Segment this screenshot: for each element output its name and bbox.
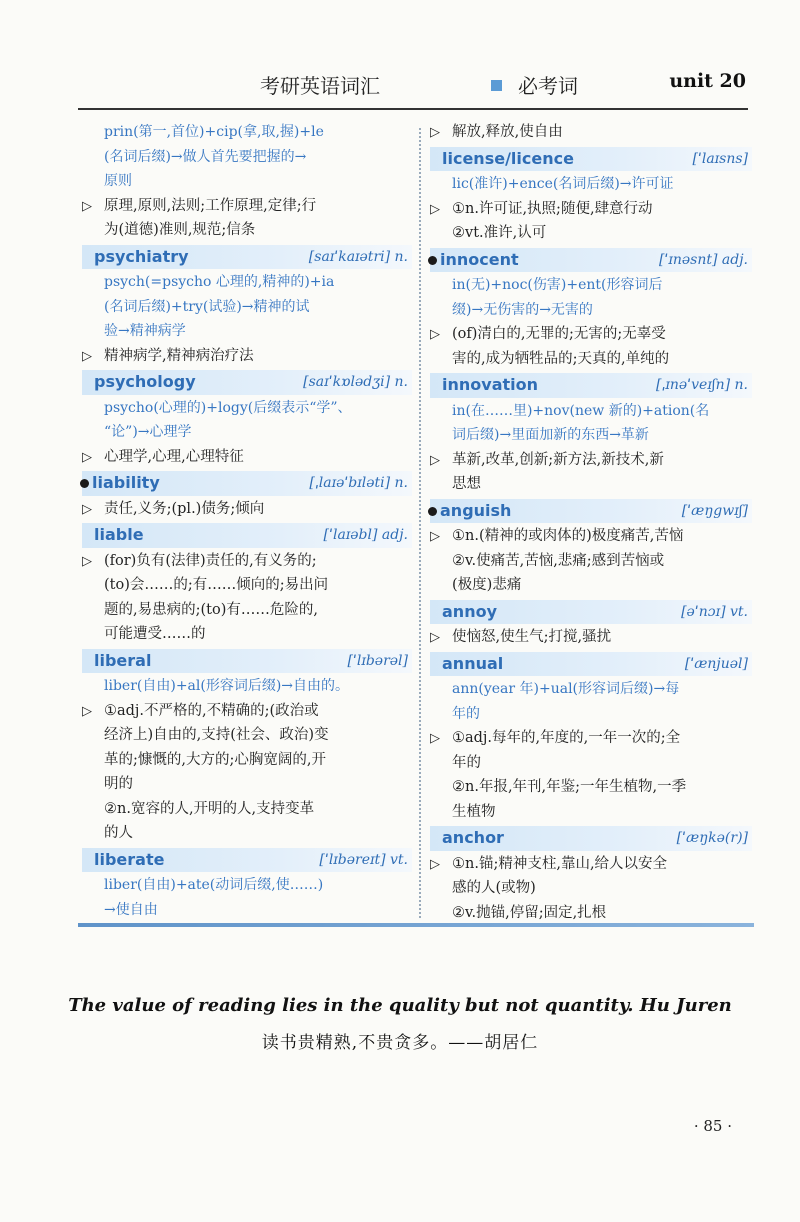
phonetic: [ˈlaɪəbl] adj. [323,527,408,543]
phonetic: [ˈɪnəsnt] adj. [658,251,748,268]
headword-entry [430,499,752,524]
etymology-line: psycho(心理的)+logy(后缀表示“学”、 [104,399,352,416]
definition-text: ①n.(精神的或肉体的)极度痛苦,苦恼 [452,528,684,544]
triangle-bullet-icon: ▷ [82,198,92,214]
etymology-line: 缀)→无伤害的→无害的 [452,301,593,318]
etymology-line: 验→精神病学 [104,323,186,339]
etymology-line: liber(自由)+al(形容词后缀)→自由的。 [104,678,350,694]
definition-text: 责任,义务;(pl.)债务;倾向 [104,500,265,517]
definition-text: 心理学,心理,心理特征 [104,448,244,465]
triangle-bullet-icon: ▷ [82,501,92,517]
definition-line: ②n.年报,年刊,年鉴;一年生植物,一季 [452,779,687,795]
definition-line [430,852,752,877]
phonetic: [ˈæŋgwɪʃ] [681,502,748,519]
etymology-line: in(无)+noc(伤害)+ent(形容词后 [452,277,663,293]
definition-text: 革新,改革,创新;新方法,新技术,新 [452,451,664,468]
phonetic: [ˈlaɪsns] [692,150,748,167]
headword-entry [82,370,412,395]
key-word-dot-icon [428,256,437,265]
headword: annual [442,653,504,673]
phonetic: [ˈænjuəl] [684,655,748,672]
triangle-bullet-icon: ▷ [430,327,440,342]
page-number: · 85 · [693,1117,732,1135]
phonetic: [ˈlɪbərəl] [347,652,408,669]
column-divider [419,128,421,918]
etymology-line: 原则 [104,173,132,189]
key-word-dot-icon [428,507,437,516]
definition-line: 题的,易患病的;(to)有……危险的, [104,601,318,618]
headword-entry [82,245,412,270]
headword-entry [82,471,412,496]
definition-line: 革的;慷慨的,大方的;心胸宽阔的,开 [104,751,326,768]
definition-line [430,120,752,145]
definition-line: 害的,成为牺牲品的;天真的,单纯的 [452,350,670,367]
headword-entry [430,248,752,273]
definition-line: 经济上)自由的,支持(社会、政治)变 [104,727,329,743]
right-column [430,120,752,925]
headword: license/licence [442,148,574,168]
headword-entry [82,523,412,548]
definition-line: (to)会……的;有……倾向的;易出问 [104,577,329,593]
headword-entry [430,147,752,172]
headword: liberal [94,650,152,670]
triangle-bullet-icon: ▷ [82,348,92,364]
etymology-line: →使自由 [104,901,158,918]
headword: psychiatry [94,246,189,266]
definition-line [430,726,752,751]
definition-line: (极度)悲痛 [452,577,522,593]
definition-line [82,549,412,574]
definition-line [430,625,752,650]
etymology-line: lic(准许)+ence(名词后缀)→许可证 [452,176,674,192]
definition-text: (of)清白的,无罪的;无害的;无辜受 [452,326,666,342]
phonetic: [əˈnɔɪ] vt. [681,603,748,620]
definition-text: 使恼怒,使生气;打搅,骚扰 [452,629,612,645]
section-title: 必考词 [518,74,578,98]
definition-line: ②n.宽容的人,开明的人,支持变革 [104,800,315,817]
definition-text: ①adj.不严格的,不精确的;(政治或 [104,702,319,719]
triangle-bullet-icon: ▷ [430,201,440,217]
headword-entry [430,373,752,398]
definition-text: 解放,释放,使自由 [452,124,563,140]
headword-entry [430,600,752,625]
headword: anchor [442,828,504,847]
etymology-line: (名词后缀)+try(试验)→精神的试 [104,298,310,315]
headword: liberate [94,849,165,869]
etymology-line: 年的 [452,705,480,722]
page-header [78,64,748,104]
triangle-bullet-icon: ▷ [430,731,440,746]
definition-line [82,445,412,470]
headword-entry [430,652,752,677]
book-title: 考研英语词汇 [260,74,380,98]
definition-line: ②vt.准许,认可 [452,225,547,241]
key-word-dot-icon [80,479,89,488]
etymology-line: 词后缀)→里面加新的东西→革新 [452,427,649,443]
etymology-line: in(在……里)+nov(new 新的)+ation(名 [452,402,710,419]
headword: innovation [442,375,538,394]
definition-text: ①n.许可证,执照;随便,肆意行动 [452,200,653,217]
definition-line: 为(道德)准则,规范;信条 [104,222,256,238]
phonetic: [ˈæŋkə(r)] [676,830,748,846]
quote-english: The value of reading lies in the quality but not quantity. Hu Juren [68,995,732,1016]
definition-text: 原理,原则,法则;工作原理,定律;行 [104,197,317,214]
definition-line [430,448,752,473]
phonetic: [ˌlaɪəˈbɪləti] n. [309,475,408,491]
etymology-line: prin(第一,首位)+cip(拿,取,握)+le [104,124,324,140]
etymology-line: ann(year 年)+ual(形容词后缀)→每 [452,681,680,697]
definition-line: 生植物 [452,803,496,820]
definition-line [82,699,412,724]
definition-text: 精神病学,精神病治疗法 [104,347,254,364]
etymology-line: psych(=psycho 心理的,精神的)+ia [104,274,335,290]
headword-entry [430,826,752,851]
definition-line: 感的人(或物) [452,880,536,896]
definition-line: 思想 [452,476,481,492]
definition-line [430,197,752,222]
triangle-bullet-icon: ▷ [430,125,440,140]
headword: innocent [440,249,519,269]
definition-text: ①n.锚;精神支柱,靠山,给人以安全 [452,855,668,872]
etymology-line: “论”)→心理学 [104,424,192,440]
triangle-bullet-icon: ▷ [82,703,92,719]
unit-label: unit 20 [669,70,746,92]
triangle-bullet-icon: ▷ [430,452,440,468]
header-rule [78,108,748,110]
definition-line: ②v.抛锚,停留;固定,扎根 [452,904,607,921]
definition-line [82,344,412,369]
triangle-bullet-icon: ▷ [430,630,440,645]
definition-line: 明的 [104,776,133,792]
headword: liability [92,473,160,492]
headword-entry [82,848,412,873]
definition-line: ②v.使痛苦,苦恼,悲痛;感到苦恼或 [452,552,665,569]
definition-line: 可能遭受……的 [104,626,206,642]
phonetic: [saɪˈkɒlədʒi] n. [303,374,408,390]
definition-line [430,322,752,347]
triangle-bullet-icon: ▷ [430,856,440,872]
definition-line: 的人 [104,825,133,841]
etymology-line: liber(自由)+ate(动词后缀,使……) [104,877,324,893]
definition-text: (for)负有(法律)责任的,有义务的; [104,552,317,569]
headword: annoy [442,601,497,621]
headword: psychology [94,372,196,391]
definition-text: ①adj.每年的,年度的,一年一次的;全 [452,730,681,746]
phonetic: [ˈlɪbəreɪt] vt. [319,851,408,868]
headword-entry [82,649,412,674]
definition-line: 年的 [452,754,481,771]
etymology-line: (名词后缀)→做人首先要把握的→ [104,148,307,165]
headword: liable [94,525,144,544]
phonetic: [ˌɪnəˈveɪʃn] n. [655,377,748,393]
definition-line [82,497,412,522]
left-column [82,120,412,922]
phonetic: [saɪˈkaɪətri] n. [308,248,408,265]
triangle-bullet-icon: ▷ [82,553,92,569]
quote-chinese: 读书贵精熟,不贵贪多。——胡居仁 [261,1033,539,1053]
definition-line [82,194,412,219]
triangle-bullet-icon: ▷ [82,449,92,465]
footer-rule [78,923,754,927]
definition-line [430,524,752,549]
headword: anguish [440,500,512,520]
triangle-bullet-icon: ▷ [430,529,440,544]
square-bullet-icon [491,80,502,91]
